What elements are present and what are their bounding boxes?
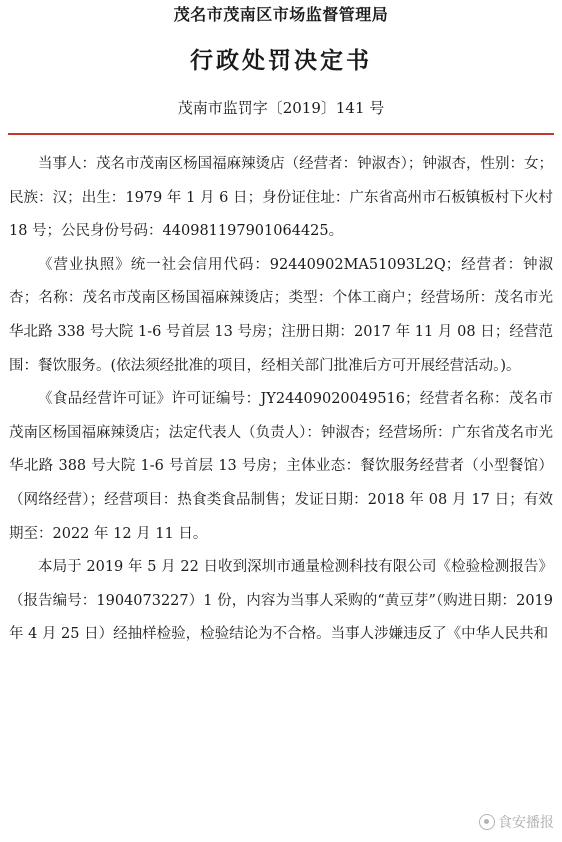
document-title: 行政处罚决定书	[190, 47, 372, 74]
issuing-agency: 茂名市茂南区市场监督管理局	[173, 5, 389, 24]
paragraph-food-license: 《食品经营许可证》许可证编号：JY24409020049516；经营者名称：茂名市茂南区杨国福麻辣烫店；法定代表人（负责人）：钟淑杏；经营场所：广东省茂名市光华北路 388 号大院 1-6 号首层 13 号房；主体业态：餐饮服务经营者（小型餐馆）（网络经营）；经营项目：热食类食品制售；发证日期：2018 年 08 月 17 日；有效期至：2022 年 12 月 11 日。	[9, 391, 553, 542]
watermark	[479, 812, 554, 832]
paragraph-party: 当事人：茂名市茂南区杨国福麻辣烫店（经营者：钟淑杏）；钟淑杏，性别：女；民族：汉；出生：1979 年 1 月 6 日；身份证住址：广东省高州市石板镇板村下火村 18 号；公民身份号码：440981197901064425。	[9, 156, 553, 240]
header-divider	[8, 133, 554, 135]
document-number: 茂南市监罚字〔2019〕141 号	[177, 99, 385, 117]
document-body	[9, 148, 553, 652]
broadcast-icon	[479, 814, 495, 830]
paragraph-business-license: 《营业执照》统一社会信用代码：92440902MA51093L2Q；经营者：钟淑杏；名称：茂名市茂南区杨国福麻辣烫店；类型：个体工商户；经营场所：茂名市光华北路 338 号大院 1-6 号首层 13 号房；注册日期：2017 年 11 月 08 日；经营范围：餐饮服务。(依法须经批准的项目，经相关部门批准后方可开展经营活动。)。	[9, 256, 553, 374]
watermark-text: 食安播报	[498, 815, 554, 831]
paragraph-findings: 本局于 2019 年 5 月 22 日收到深圳市通量检测科技有限公司《检验检测报告》（报告编号：1904073227）1 份，内容为当事人采购的“黄豆芽”（购进日期：2019 年 4 月 25 日）经抽样检验，检验结论为不合格。当事人涉嫌违反了《中华人民共和	[9, 559, 553, 643]
